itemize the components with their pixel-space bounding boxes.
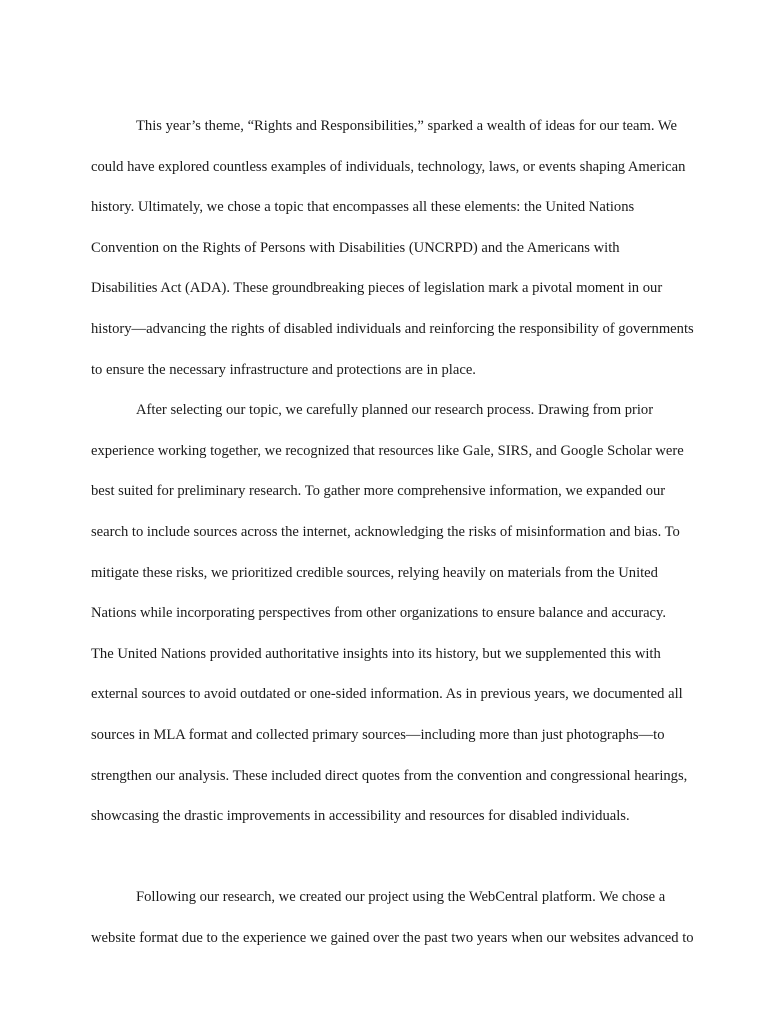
text-line: external sources to avoid outdated or one-sided information. As in previous years, we documented all (91, 686, 683, 703)
text-line: Disabilities Act (ADA). These groundbreaking pieces of legislation mark a pivotal moment in our (91, 280, 663, 297)
text-line: search to include sources across the internet, acknowledging the risks of misinformation and bias. To (91, 523, 680, 540)
text-line (91, 837, 681, 878)
paragraph-2 (91, 390, 688, 877)
text-line: experience working together, we recognized that resources like Gale, SIRS, and Google Scholar were (91, 442, 684, 459)
text-line: Nations while incorporating perspectives from other organizations to ensure balance and accuracy. (91, 605, 667, 622)
text-line: Following our research, we created our project using the WebCentral platform. We chose a (136, 889, 666, 906)
paragraph-3 (91, 877, 694, 958)
text-line: website format due to the experience we gained over the past two years when our websites advanced to (91, 929, 694, 946)
text-line: The United Nations provided authoritative insights into its history, but we supplemented this with (91, 645, 661, 662)
text-line: Convention on the Rights of Persons with Disabilities (UNCRPD) and the Americans with (91, 239, 620, 256)
text-line: history—advancing the rights of disabled individuals and reinforcing the responsibility of governments (91, 320, 694, 337)
text-line: to ensure the necessary infrastructure and protections are in place. (91, 361, 476, 378)
text-line: history. Ultimately, we chose a topic that encompasses all these elements: the United Nations (91, 199, 635, 216)
text-line: best suited for preliminary research. To gather more comprehensive information, we expanded our (91, 483, 666, 500)
text-line: mitigate these risks, we prioritized credible sources, relying heavily on materials from the United (91, 564, 658, 581)
paragraph-1 (91, 106, 694, 390)
text-line: After selecting our topic, we carefully planned our research process. Drawing from prior (136, 402, 654, 419)
document-body (91, 106, 694, 958)
text-line: strengthen our analysis. These included direct quotes from the convention and congressional hearings, (91, 767, 688, 784)
text-line: This year’s theme, “Rights and Responsibilities,” sparked a wealth of ideas for our team. We (136, 118, 677, 134)
text-line: showcasing the drastic improvements in accessibility and resources for disabled individuals. (91, 808, 630, 825)
text-line: could have explored countless examples of individuals, technology, laws, or events shaping American (91, 158, 686, 175)
text-line: sources in MLA format and collected primary sources—including more than just photographs—to (91, 726, 665, 743)
